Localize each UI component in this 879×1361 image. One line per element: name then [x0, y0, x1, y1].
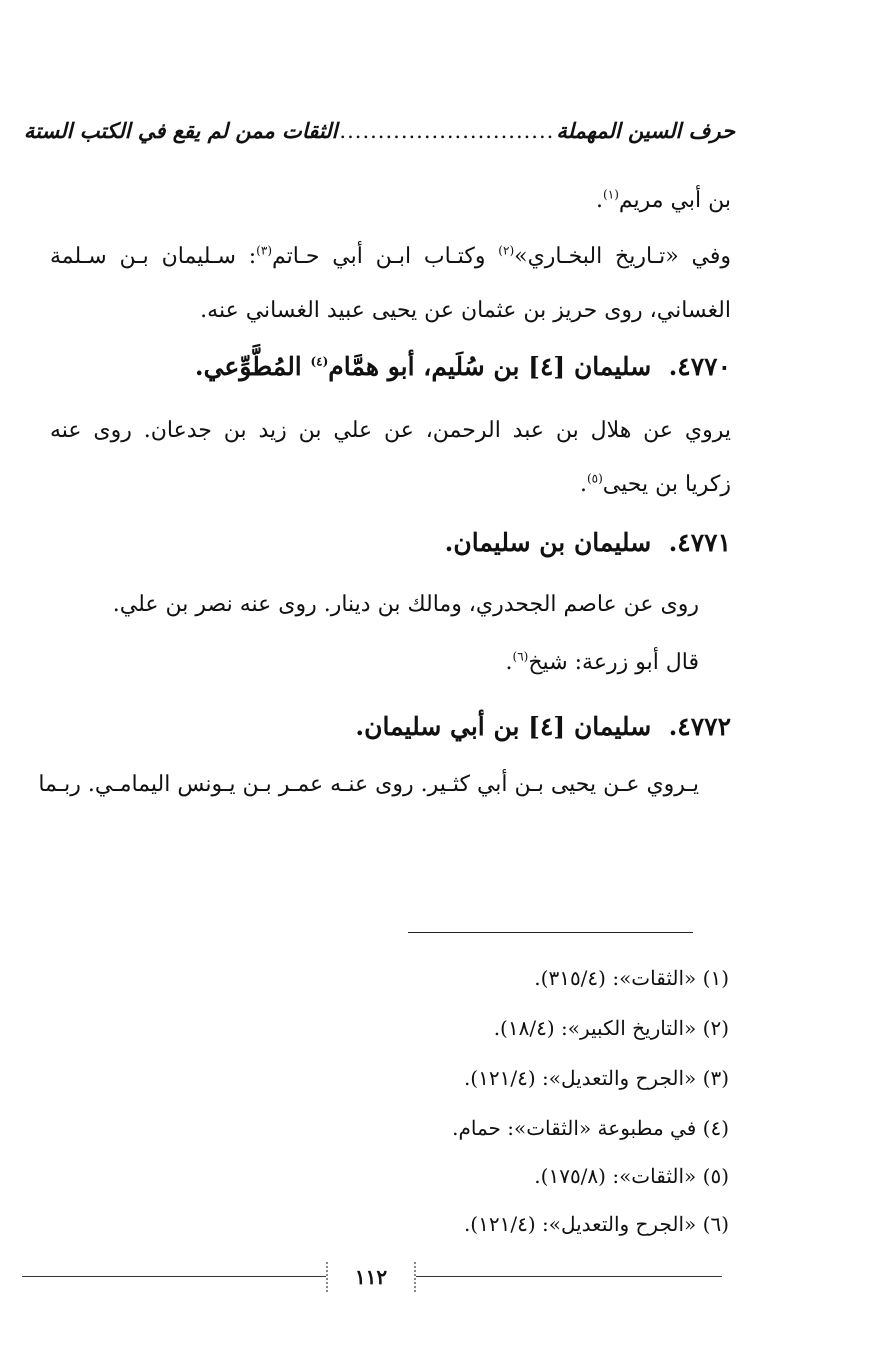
body-line: بن أبي مريم$^{(١)}$. — [596, 187, 731, 213]
header-dot-leader: ............................ — [339, 119, 555, 143]
page-number: ١١٢ — [326, 1262, 416, 1292]
footnote-separator — [408, 932, 693, 933]
body-line: الغساني، روى حريز بن عثمان عن يحيى عبيد الغساني عنه. — [200, 298, 731, 323]
body-line: روى عن عاصم الجحدري، ومالك بن دينار. روى عنه نصر بن علي. — [112, 592, 699, 617]
header-chapter-title: حرف السين المهملة — [556, 118, 735, 143]
running-header — [23, 118, 735, 158]
body-line: زكريا بن يحيى$^{(٥)}$. — [579, 471, 731, 497]
body-line: وفي «تـاريخ البخـاري»$^{(٢)}$ وكتـاب ابـن أبي حـاتم$^{(٣)}$: سـليمان بـن سـلمة — [50, 243, 731, 269]
header-book-title: الثقات ممن لم يقع في الكتب الستة — [23, 118, 338, 143]
footnote: (٣) «الجرح والتعديل»: (١٢١/٤). — [463, 1066, 729, 1090]
entry-heading-4772: ٤٧٧٢. سليمان [٤] بن أبي سليمان. — [355, 712, 731, 741]
footnote: (٤) في مطبوعة «الثقات»: حمام. — [452, 1116, 729, 1140]
body-line: قال أبو زرعة: شيخ$^{(٦)}$. — [505, 649, 699, 675]
entry-heading-4770: ٤٧٧٠. سليمان [٤] بن سُلَيم، أبو همَّام$^{(٤)}$ المُطَّوِّعي. — [194, 352, 731, 381]
entry-number: ٤٧٧٠. — [668, 352, 731, 381]
footnote: (٦) «الجرح والتعديل»: (١٢١/٤). — [463, 1212, 729, 1236]
body-line: يـروي عـن يحيى بـن أبي كثـير. روى عنـه عمـر بـن يـونس اليمامـي. ربـما — [38, 772, 699, 797]
entry-number: ٤٧٧١. — [668, 528, 731, 557]
entry-number: ٤٧٧٢. — [668, 712, 731, 741]
body-line: يروي عن هلال بن عبد الرحمن، عن علي بن زيد بن جدعان. روى عنه — [50, 418, 732, 443]
entry-heading-4771: ٤٧٧١. سليمان بن سليمان. — [444, 528, 731, 557]
footnote: (٢) «التاريخ الكبير»: (١٨/٤). — [493, 1016, 729, 1040]
footnote: (٥) «الثقات»: (١٧٥/٨). — [534, 1164, 729, 1188]
footnote: (١) «الثقات»: (٣١٥/٤). — [534, 966, 729, 990]
